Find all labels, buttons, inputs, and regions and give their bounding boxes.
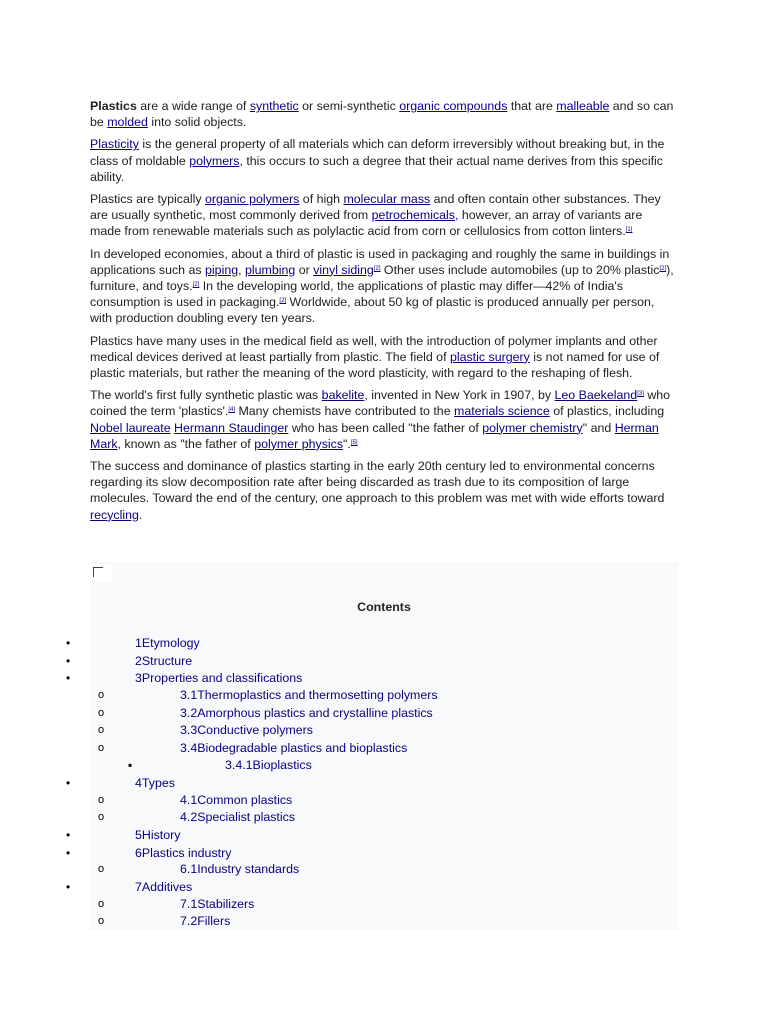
toc-item[interactable]: 7.1Stabilizers [180,897,255,911]
link-plumbing[interactable]: plumbing [245,262,296,277]
citation-link[interactable]: [2] [279,298,287,305]
link-leo-baekeland[interactable]: Leo Baekeland [554,388,638,403]
toc-item[interactable]: 3.1Thermoplastics and thermosetting polymers [180,688,438,702]
text: are a wide range of [136,99,250,113]
text: The world's first fully synthetic plastic was [90,388,322,403]
link-malleable[interactable]: malleable [556,99,610,113]
toc-item[interactable]: 6.1Industry standards [180,862,300,876]
toc-item[interactable]: 4Types [135,776,175,790]
toc-item[interactable]: 1Etymology [135,636,200,650]
list-bullet-icon: o [98,915,105,927]
toc-item[interactable]: 3.2Amorphous plastics and crystalline plastics [180,706,433,720]
text: , this occurs to such a degree that their actual name derives from this specific ability. [90,153,663,184]
text: In the developing world, the applications of plastic may differ—42% of India's consumption is used in packaging. [90,279,623,310]
text: In developed economies, about a third of plastic is used in packaging and roughly the same in buildings in applications such as [90,246,670,277]
text: ), furniture, and toys. [90,262,674,294]
article-body [90,98,676,529]
link-petrochemicals[interactable]: petrochemicals [371,208,455,223]
paragraph-intro [90,98,676,130]
text: Worldwide, about 50 kg of plastic is produced annually per person, with production doubling every ten years. [90,295,655,326]
paragraph-history [90,387,676,452]
text: , known as "the father of [117,436,255,451]
list-bullet-icon: o [98,689,105,701]
text: The success and dominance of plastics starting in the early 20th century led to environmental concerns regarding its slow decomposition rate after being discarded as trash due to its composition of large molecules. Toward the end of the century, one approach to this problem was met with wide efforts toward [90,459,665,506]
toc-item[interactable]: 4.1Common plastics [180,793,293,807]
text: is not named for use of plastic materials, but rather the meaning of the word plasticity, with regard to the reshaping of flesh. [90,349,660,381]
toc-item[interactable]: 2Structure [135,654,193,668]
text: and often contain other substances. They are usually synthetic, most commonly derived from [90,192,661,223]
link-polymer-chemistry[interactable]: polymer chemistry [482,420,583,435]
checkbox-icon [93,567,103,577]
list-bullet-icon: • [66,654,71,668]
list-bullet-icon: o [98,707,105,719]
list-bullet-icon: ▪ [128,758,133,772]
paragraph-plasticity [90,136,676,185]
list-bullet-icon: o [98,863,105,875]
paragraph-medical [90,333,676,382]
text: . [138,507,143,522]
toc-item[interactable]: 3.4Biodegradable plastics and bioplastics [180,741,408,755]
link-organic-polymers[interactable]: organic polymers [205,192,300,207]
list-bullet-icon: o [98,898,105,910]
text: is the general property of all materials which can deform irreversibly without breaking but, in the class of moldable [90,137,665,168]
link-recycling[interactable]: recycling [90,507,139,522]
citation-link[interactable]: [2] [192,282,200,289]
toc-item[interactable]: 7.2Fillers [180,914,231,928]
toc-item[interactable]: 4.2Specialist plastics [180,810,296,824]
list-bullet-icon: • [66,776,71,790]
toc-item[interactable]: 6Plastics industry [135,846,232,860]
paragraph-uses [90,246,676,327]
text: " and [582,420,615,435]
text: Other uses include automobiles (up to 20% plastic [380,262,660,277]
list-bullet-icon: • [66,846,71,860]
link-polymer-physics[interactable]: polymer physics [254,436,344,451]
list-bullet-icon: • [66,671,71,685]
link-materials-science[interactable]: materials science [454,404,550,419]
link-vinyl-siding[interactable]: vinyl siding [313,262,374,277]
list-bullet-icon: • [66,880,71,894]
text: and so can be [90,99,674,130]
citation-link[interactable]: [4] [228,407,236,414]
link-organic-compounds[interactable]: organic compounds [399,99,508,113]
text: of plastics, including [549,404,665,419]
text: or semi-synthetic [298,99,400,113]
text: of high [299,192,344,207]
citation-link[interactable]: [1] [625,227,633,234]
toc-item[interactable]: 3.3Conductive polymers [180,723,313,737]
link-hermann-staudinger[interactable]: Hermann Staudinger [174,420,289,435]
text: ". [343,436,351,451]
text: Plastics are typically [90,192,205,207]
toc-item[interactable]: 7Additives [135,880,193,894]
bold-term: Plastics [90,99,137,113]
citation-link[interactable]: [5] [350,439,358,446]
citation-link[interactable]: [2] [373,265,381,272]
list-bullet-icon: o [98,794,105,806]
link-nobel-laureate[interactable]: Nobel laureate [90,420,171,435]
paragraph-environment [90,458,676,523]
list-bullet-icon: o [98,742,105,754]
link-molded[interactable]: molded [107,115,148,130]
text: who has been called "the father of [288,420,483,435]
toc-item[interactable]: 3.4.1Bioplastics [225,758,312,772]
list-bullet-icon: • [66,636,71,650]
link-molecular-mass[interactable]: molecular mass [343,192,431,207]
link-polymers[interactable]: polymers [189,153,240,168]
text: who coined the term 'plastics'. [90,388,671,419]
paragraph-composition [90,191,676,240]
link-bakelite[interactable]: bakelite [321,388,365,403]
text: Many chemists have contributed to the [235,404,455,419]
link-plastic-surgery[interactable]: plastic surgery [449,349,530,364]
text: , however, an array of variants are made from renewable materials such as polylactic acid from corn or cellulosics from cotton linters. [90,208,643,239]
list-bullet-icon: o [98,724,105,736]
toc-toggle-checkbox[interactable] [90,564,112,582]
text: or [295,262,314,277]
list-bullet-icon: o [98,811,105,823]
citation-link[interactable]: [2] [659,265,667,272]
text: , [238,262,245,277]
text: Plastics have many uses in the medical field as well, with the introduction of polymer implants and other medical devices derived at least partially from plastic. The field of [90,333,658,364]
toc-title: Contents [357,600,411,614]
text: that are [507,99,557,113]
toc-item[interactable]: 5History [135,828,181,842]
link-piping[interactable]: piping [205,262,239,277]
link-herman-mark[interactable]: Herman Mark [90,420,659,451]
text: into solid objects. [147,115,247,130]
text: , invented in New York in 1907, by [364,388,555,403]
list-bullet-icon: • [66,828,71,842]
link-plasticity[interactable]: Plasticity [90,137,139,152]
toc-item[interactable]: 3Properties and classifications [135,671,303,685]
citation-link[interactable]: [3] [637,391,644,398]
link-synthetic[interactable]: synthetic [249,99,299,113]
